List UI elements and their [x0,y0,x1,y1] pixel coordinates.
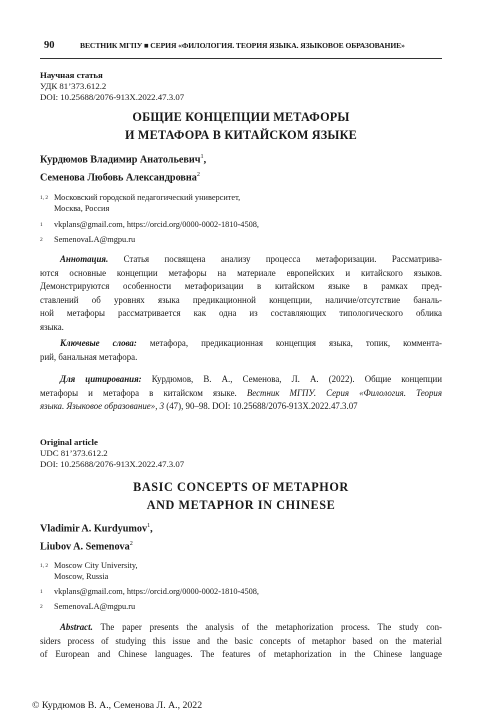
running-header [40,40,442,55]
ru-aff-line2: Москва, Россия [54,204,110,213]
ru-citation-l2b: Вестник МГПУ. Серия «Филология. Теория [246,387,442,398]
ru-citation-l2a: метафоры и метафора в китайском языке. [40,387,247,398]
ru-citation-l3b: , [155,401,160,412]
en-doi: DOI: 10.25688/2076-913X.2022.47.3.07 [40,459,185,469]
en-affiliation [40,561,442,583]
en-email-1-sup: 1 [40,589,43,595]
ru-email-2-text: SemenovaLA@mgpu.ru [54,235,136,244]
en-email-2-text: SemenovaLA@mgpu.ru [54,602,136,611]
ru-email-1-sup: 1 [40,222,43,228]
en-author-2 [40,540,133,552]
en-udc: UDC 81’373.612.2 [40,448,108,458]
ru-author-2-sup: 2 [196,171,200,178]
ru-doi: DOI: 10.25688/2076-913X.2022.47.3.07 [40,92,185,102]
en-email-2-sup: 2 [40,604,43,610]
ru-abstract-l5: ной метафоры рассматривается как одна из составляющих типологического облика [40,308,442,319]
en-author-1-sup: 1 [147,522,151,529]
ru-citation-label: Для цитирования: [60,374,142,384]
en-abstract-l2: siders process of studying this issue and the basic concepts of metaphor based on the material [40,635,442,646]
ru-abstract-l1: Статья посвящена анализу процесса метафоризации. Рассматрива- [123,254,442,264]
ru-abstract-l3: Демонстрируются особенности метафоризации в китайском языке в рамках пред- [40,281,442,292]
ru-title-line1: ОБЩИЕ КОНЦЕПЦИИ МЕТАФОРЫ [132,110,350,124]
ru-author-1-sep: , [203,154,207,166]
ru-keywords [40,337,442,364]
en-abstract [40,621,442,662]
ru-email-2-sup: 2 [40,237,43,243]
en-email-1 [40,587,442,598]
ru-keywords-l1: метафора, предикационная концепция языка, топик, коммента- [149,338,443,348]
en-author-1 [40,522,153,534]
en-title-line2: AND METAPHOR IN CHINESE [146,498,336,512]
en-author-2-name: Liubov A. Semenova [40,541,130,553]
header-rule [40,58,442,59]
ru-citation-l3c: 3 [159,401,165,412]
ru-abstract [40,253,442,335]
ru-citation-l3a: языка. Языковое образование» [40,401,156,412]
copyright-notice: © Курдюмов В. А., Семенова Л. А., 2022 [32,700,203,711]
ru-author-2-name: Семенова Любовь Александровна [40,172,197,184]
ru-citation-l3d: (47), 90–98. DOI: 10.25688/2076-913X.2022.47.3.07 [164,401,358,412]
ru-email-1-text: vkplans@gmail.com, https://orcid.org/0000-0002-1810-4508, [54,220,259,229]
ru-abstract-label: Аннотация. [60,254,109,264]
en-abstract-l1: The paper presents the analysis of the metaphorization process. The study con- [100,622,442,632]
ru-author-2 [40,171,200,183]
ru-aff-sup: 1, 2 [40,195,49,201]
en-author-1-sep: , [150,523,153,535]
ru-abstract-l4: ставлений об уровнях языка предикационной концепции, наличие/отсутствие баналь- [40,294,442,305]
en-email-2 [40,602,442,613]
ru-affiliation [40,193,442,215]
en-aff-line2: Moscow, Russia [54,572,109,581]
ru-abstract-l6: языка. [40,321,64,332]
en-author-1-name: Vladimir A. Kurdyumov [40,523,148,535]
ru-citation [40,373,442,414]
ru-aff-line1: Московский городской педагогический университет, [54,193,241,202]
ru-author-1-sup: 1 [200,153,204,160]
en-abstract-label: Abstract. [60,622,93,632]
ru-author-1 [40,153,206,165]
journal-name: ВЕСТНИК МГПУ ■ СЕРИЯ «ФИЛОЛОГИЯ. ТЕОРИЯ ЯЗЫКА. ЯЗЫКОВОЕ ОБРАЗОВАНИЕ» [80,41,405,50]
en-email-1-text: vkplans@gmail.com, https://orcid.org/0000-0002-1810-4508, [54,587,259,596]
ru-keywords-l2: рий, банальная метафора. [40,351,138,362]
en-title-line1: BASIC CONCEPTS OF METAPHOR [133,480,349,494]
en-aff-line1: Moscow City University, [54,561,138,570]
ru-title-line2: И МЕТАФОРА В КИТАЙСКОМ ЯЗЫКЕ [125,128,357,142]
ru-email-1 [40,220,442,231]
ru-keywords-label: Ключевые слова: [60,338,137,348]
en-article-type: Original article [40,437,98,447]
page-number: 90 [44,40,55,51]
en-abstract-l3: of European and Chinese languages. The features of metaphorization in the Chinese language [40,649,442,660]
ru-abstract-l2: ются основные концепции метафоры на материале европейских и китайского языков. [40,267,442,278]
en-author-2-sup: 2 [129,540,133,547]
en-aff-sup: 1, 2 [40,563,49,569]
ru-author-1-name: Курдюмов Владимир Анатольевич [40,154,201,166]
ru-email-2 [40,235,442,246]
ru-udc: УДК 81’373.612.2 [40,81,107,91]
ru-article-type: Научная статья [40,70,103,80]
ru-citation-l1: Курдюмов, В. А., Семенова, Л. А. (2022). Общие концепции [151,374,443,384]
